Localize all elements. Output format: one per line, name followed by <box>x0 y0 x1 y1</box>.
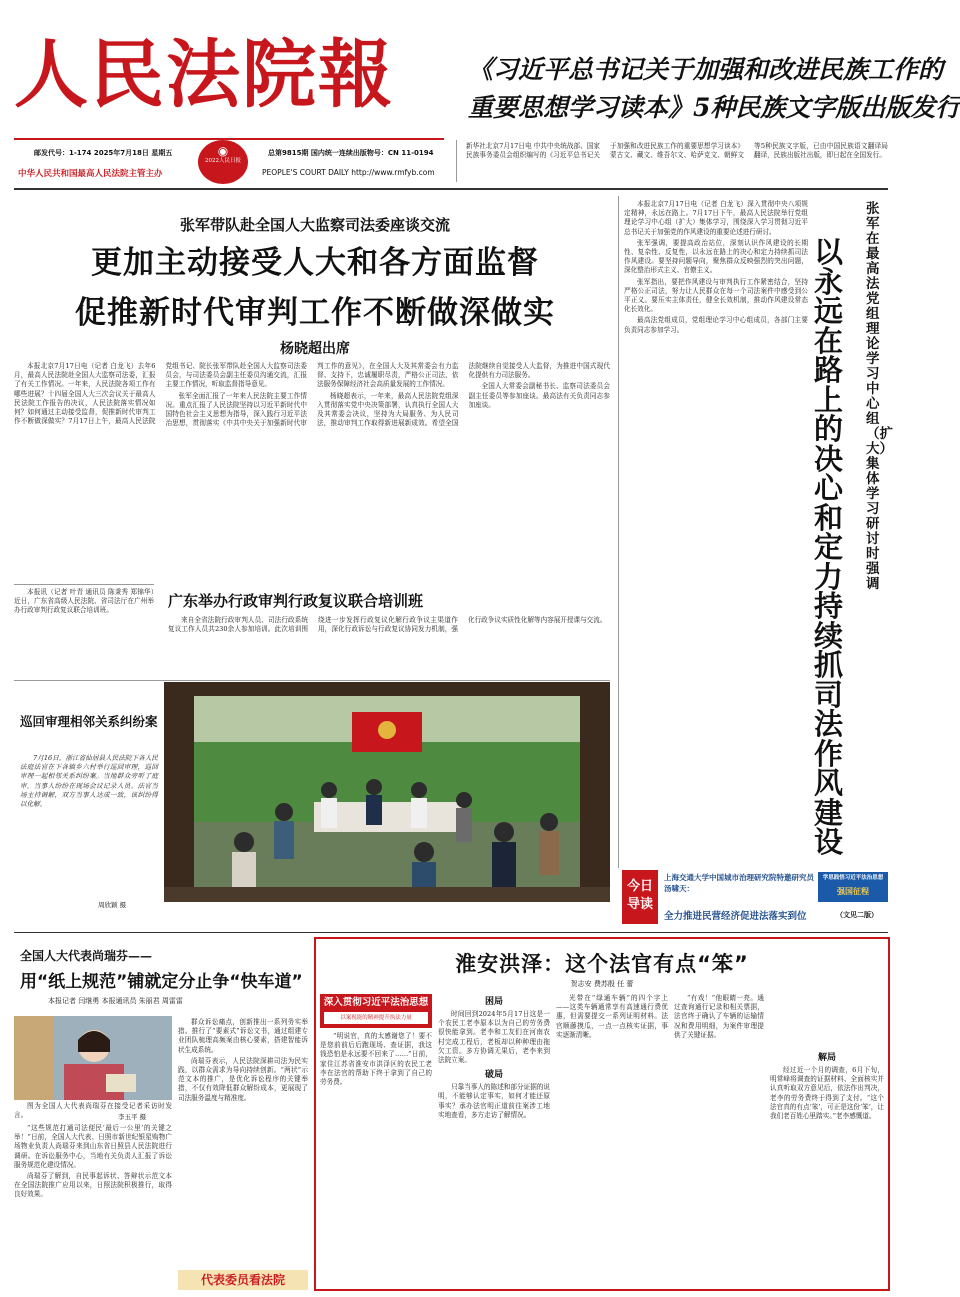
deputy-title[interactable]: 用“纸上规范”铺就定分止争“快车道” <box>20 972 303 992</box>
feature-col-5: 解局 经过近一个月的调查，6月下旬，明常峰将调查的证据材料、全面核实并认真听取双方意见后，依法作出判决，老李的劳务费终于得到了支付。“这个法官真的有点‘笨’，可正是这份‘笨’，让我们老百姓心里踏实。”老李感慨道。 <box>770 994 884 1286</box>
today-guide-label-top: 今日 <box>626 879 653 894</box>
court-session-photo <box>164 682 610 902</box>
newspaper-logo: 人民法院報 <box>14 32 394 118</box>
guangdong-byline: 本报讯（记者 叶青 通讯员 陈秉秀 郑锦华）近日，广东省高级人民法院、省司法厅在广州举办行政审判行政复议联合培训班。 <box>14 588 154 615</box>
photo-story-photographer: 周欣颖 摄 <box>98 901 127 909</box>
photo-story-caption: 7月16日，浙江省仙居县人民法院下各人民法庭法官在下各镇乡六村举行巡回审理，巡回审理一起相邻关系纠纷案。当地群众旁听了庭审。当事人纷纷在现场会议记录人员。法官当场主持调解，双方当事人达成一致，该纠纷得以化解。 <box>20 754 158 809</box>
today-guide-label <box>622 870 658 924</box>
feature-col-2: 困局 时间回到2024年5月17日这是一个农民工老李原本以为自己的劳务费很快能拿到。老李和工友们在河南农村完成工程后，老板却以种种理由拖欠工资。多方协调无果后，老李来到法院立案。 破局 只靠当事人的陈述和部分证据的说明，不能够认定事实，如何才能还原事实？承办法官明正道前往案涉工地实地查看，多方走访了解情况。 <box>438 994 550 1286</box>
today-guide[interactable] <box>618 868 890 928</box>
feature-col-4: “有戏！”他眼睛一亮。通过查询通行记录和相关票据，法官终于确认了车辆的运输情况和费用明细，为案件审理提供了关键证据。 <box>674 994 764 1039</box>
lead-subtitle: 杨晓超出席 <box>280 341 350 357</box>
lead-title-line-2[interactable]: 促推新时代审判工作不断做深做实 <box>75 295 555 331</box>
deputy-byline: 本报记者 闫继勇 本报通讯员 朱丽君 周雷雷 <box>48 997 183 1005</box>
feature-banner-sub: 以案视能的精神提升执法力量 <box>324 1012 428 1024</box>
deputy-portrait-art <box>14 1016 172 1100</box>
today-guide-label-bottom: 导读 <box>626 897 653 912</box>
lead-title-line-1[interactable]: 更加主动接受人大和各方面监督 <box>91 245 539 281</box>
deputy-kicker: 全国人大代表尚瑞芬—— <box>20 949 153 963</box>
photo-story-title[interactable]: 巡回审理相邻关系纠纷案 <box>20 714 158 729</box>
court-session-photo-art <box>164 682 610 902</box>
seal-text: 2022人民日报 <box>205 158 241 164</box>
anniversary-seal-icon: ◉ 2022人民日报 <box>198 140 248 184</box>
feature-col-1: “明说官，真的太感谢您了！要不是您前前后后跑现场、查证据，我这钱恐怕是永远要不回来了……”日前，家住江苏省淮安市洪泽区的农民工老李在法官的帮助下终于拿到了自己的劳务费。 <box>320 1032 432 1087</box>
right-column-title-1[interactable]: 张军在最高法党组理论学习中心组（扩大）集体学习研讨时强调 <box>866 201 893 592</box>
feature-banner <box>320 994 432 1028</box>
today-guide-line-1: 上海交通大学中国城市治理研究院特邀研究员汤啸天： <box>664 873 814 893</box>
feature-byline: 贺志安 费苏殷 任 蕾 <box>570 980 634 988</box>
today-guide-line-2[interactable]: 全力推进民营经济促进法落实到位 <box>664 911 807 922</box>
today-guide-badge <box>818 872 888 902</box>
masthead-headline-2[interactable]: 重要思想学习读本》5种民族文字版出版发行 <box>468 93 960 122</box>
guangdong-title[interactable]: 广东举办行政审判行政复议联合培训班 <box>168 592 424 610</box>
issue-info-2: 总第9815期 国内统一连续出版物号：CN 11-0194 <box>268 149 434 157</box>
issue-info: 邮发代号：1-174 2025年7月18日 星期五 <box>34 149 173 157</box>
sponsor-line: 中华人民共和国最高人民法院主管主办 <box>18 169 163 179</box>
feature-title[interactable]: 淮安洪泽：这个法官有点“笨” <box>455 952 749 976</box>
today-guide-page-ref: （文见二版） <box>836 911 878 919</box>
deputy-caption: 图为全国人大代表尚瑞芬在接受记者采访时发言。 <box>14 1102 172 1120</box>
feature-col-3: 光带在“绿通车辆”的四个字上——这类车辆通常享有高速通行费优惠，但需要提交一系列证明材料。法官顺藤摸瓜，一点一点核实证据，事实逐渐清晰。 <box>556 994 668 1039</box>
masthead-headline-1[interactable]: 《习近平总书记关于加强和改进民族工作的 <box>468 55 944 84</box>
deputy-column-body: 群众诉讼痛点，创新推出一系列务实举措。推行了“要素式”诉讼文书，通过组建专业团队梳理高频案由核心要素，搭建智能诉状生成系统。 尚瑞芬表示，人民法院深耕司法为民实践，以群众需求为导向持续创新。“两状”示范文本的推广，是优化诉讼程序的关键举措，不仅有效降低群众解纷成本，更展现了司法服务温度与精准度。 <box>178 1018 308 1102</box>
feature-section-3: 解局 <box>817 1053 836 1063</box>
deputy-photographer: 李玉平 摄 <box>118 1113 147 1121</box>
feature-banner-title: 深入贯彻习近平法治思想 <box>323 997 429 1008</box>
badge-bottom: 强国征程 <box>837 886 869 896</box>
top-news-summary: 新华社北京7月17日电 中共中央统战部、国家民族事务委员会组织编写的《习近平总书记关于加强和改进民族工作的重要思想学习读本》蒙古文、藏文、维吾尔文、哈萨克文、朝鲜文等5种民族文字版，已由中国民族语文翻译局翻译，民族出版社出版，即日起在全国发行。 <box>466 142 888 160</box>
guangdong-body: 来自全省法院行政审判人员、司法行政系统复议工作人员共230余人参加培训。此次培训围绕进一步发挥行政复议化解行政争议主渠道作用，深化行政诉讼与行政复议协同发力机制，强化行政争议实质性化解等内容展开授课与交流。 <box>168 616 607 634</box>
lead-body: 本报北京7月17日电（记者 白龙飞）去年6月，最高人民法院赴全国人大监察司法委，汇报了有关工作情况。一年来，人民法院各项工作有哪些进展？十四届全国人大三次会议关于最高人民法院工作报告的决议，人民法院落实情况如何？如何通过主动接受监督，促推新时代审判工作不断做深做实？7月17日上午，最高人民法院党组书记、院长张军带队赴全国人大监察司法委员会，与司法委员会副主任委员沟通交流，汇报主要工作情况，听取监督指导意见。 张军全面汇报了一年来人民法院主要工作情况。重点汇报了人民法院坚持以习近平新时代中国特色社会主义思想为指导，深入践行习近平法治思想，贯彻落实《中共中央关于加强新时代审判工作的意见》，在全国人大及其常委会有力监督、支持下，忠诚履职尽责，严格公正司法，依法服务保障经济社会高质量发展的工作情况。 杨晓超表示，一年来，最高人民法院党组深入贯彻落实党中央决策部署，认真执行全国人大及其常委会决议，坚持为大局服务、为人民司法，推动审判工作取得新进展新成效。希望全国法院继续自觉接受人大监督，为推进中国式现代化提供有力司法服务。 全国人大常委会副秘书长、监察司法委员会副主任委员等参加座谈。最高法有关负责同志参加座谈。 <box>14 362 610 428</box>
deputy-column-logo: 代表委员看法院 <box>178 1270 308 1290</box>
deputy-portrait <box>14 1016 172 1100</box>
right-column-title-2[interactable]: 以永远在路上的决心和定力持续抓司法作风建设 <box>814 235 844 859</box>
lead-kicker: 张军带队赴全国人大监察司法委座谈交流 <box>179 216 450 234</box>
feature-section-1: 困局 <box>484 997 503 1007</box>
feature-section-2: 破局 <box>484 1070 503 1081</box>
daily-url[interactable]: PEOPLE'S COURT DAILY http://www.rmfyb.com <box>262 168 435 177</box>
badge-top: 学思践悟习近平法治思想 <box>822 875 884 881</box>
deputy-body: “这些规范打通司法便民‘最后一公里’的关键之举！”日前，全国人大代表、日照市新世纪银星购物广场物业负责人尚瑞芬来到山东省日照县人民法院进行调研。在诉讼服务中心，当地有关负责人汇报了诉讼服务规范化建设情况。 尚瑞芬了解到，自民事起诉状、答辩状示范文本在全国法院推广应用以来，日照法院积极推行，取得良好效果。 <box>14 1124 172 1199</box>
right-column-body: 本报北京7月17日电（记者 白龙飞）深入贯彻中央八项规定精神，永远在路上。7月17日下午，最高人民法院举行党组理论学习中心组（扩大）集体学习，围绕深入学习贯彻习近平总书记关于加强党的作风建设的重要论述进行研讨。 张军强调，要提高政治站位，深刻认识作风建设的长期性、复杂性、反复性，以永远在路上的决心和定力持续抓司法作风建设。要坚持问题导向，聚焦群众反映强烈的突出问题，深化整治形式主义、官僚主义。 张军指出，要把作风建设与审判执行工作紧密结合，坚持严格公正司法，努力让人民群众在每一个司法案件中感受到公平正义。要压实主体责任，健全长效机制，推动作风建设常态化长效化。 最高法党组成员，党组理论学习中心组成员，各部门主要负责同志参加学习。 <box>624 200 808 334</box>
